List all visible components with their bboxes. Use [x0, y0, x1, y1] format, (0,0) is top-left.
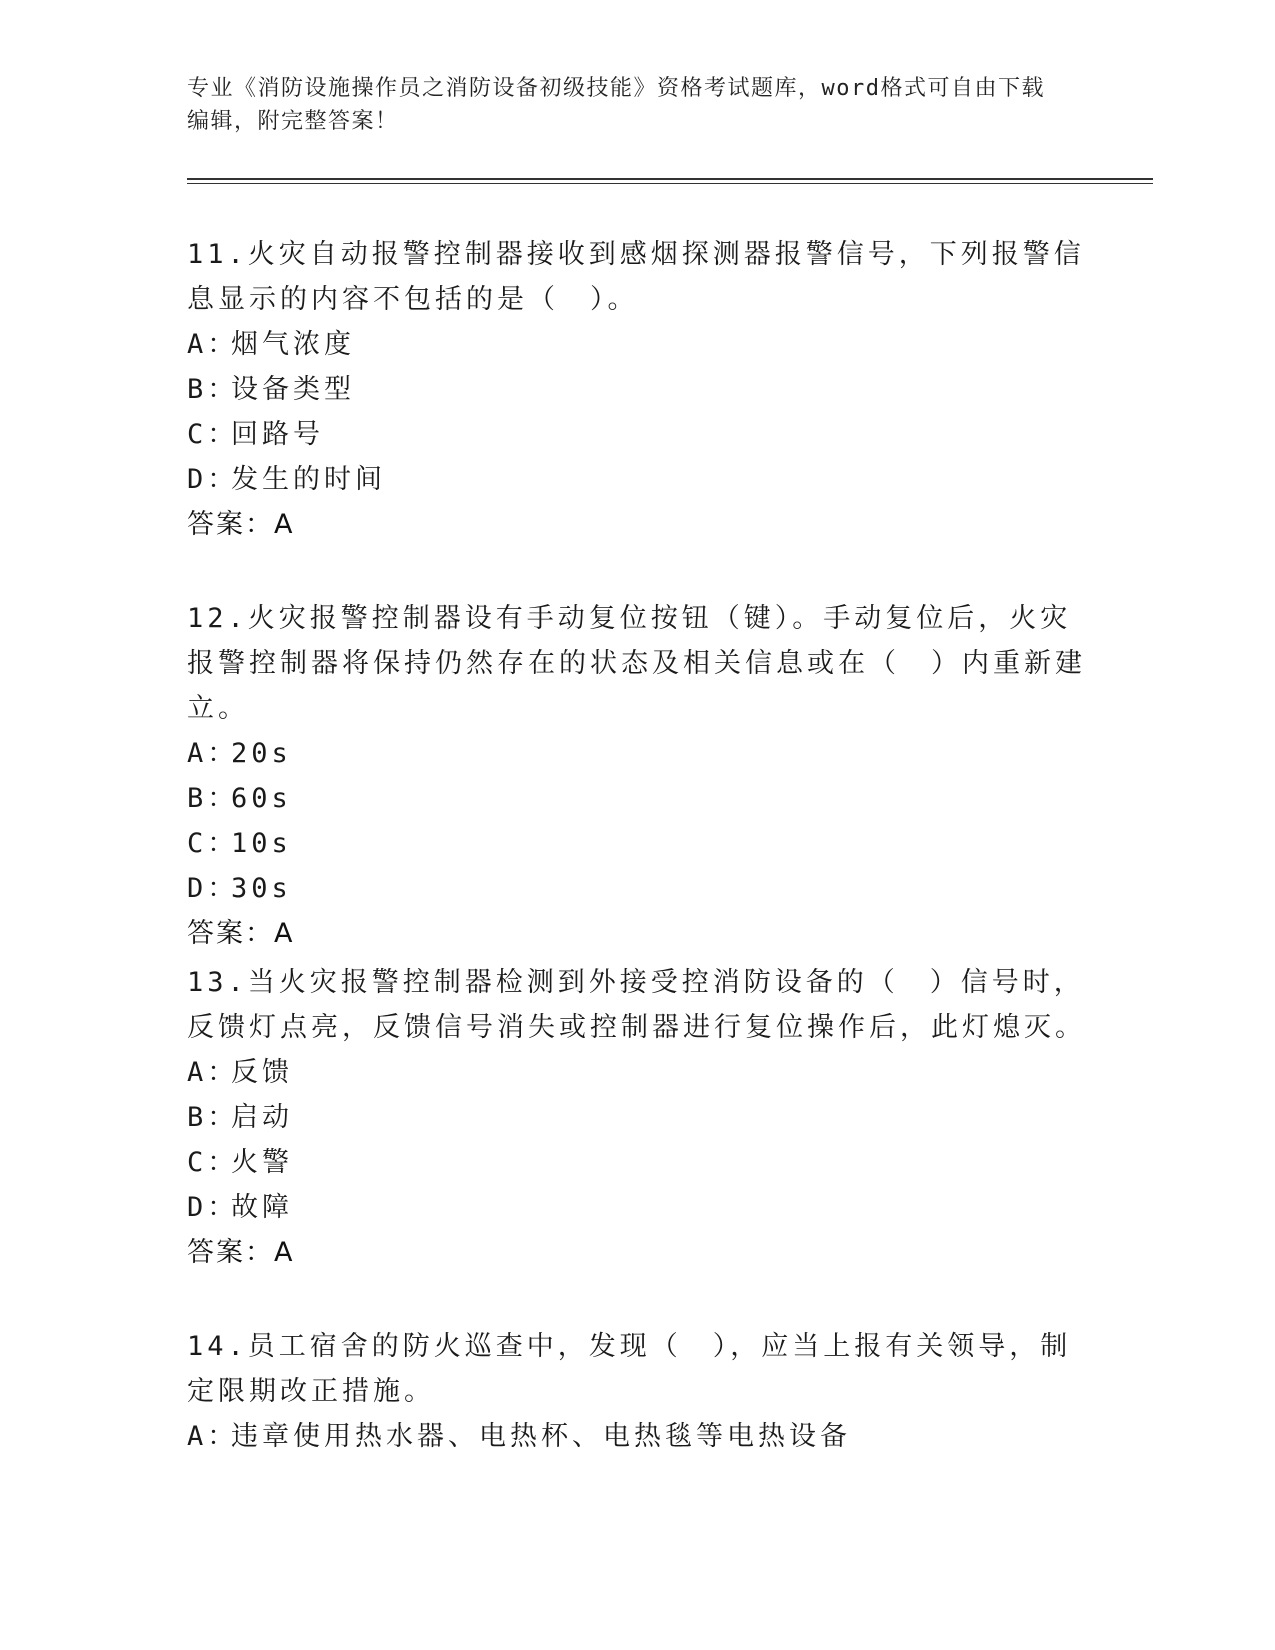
option-text: 60s — [231, 783, 292, 814]
option-text: 启动 — [231, 1102, 293, 1133]
option-key: D： — [187, 873, 239, 904]
option-text: 违章使用热水器、电热杯、电热毯等电热设备 — [231, 1421, 851, 1452]
option-c — [187, 821, 1087, 866]
option-key: B： — [187, 1102, 239, 1133]
option-text: 回路号 — [231, 419, 324, 450]
option-text: 烟气浓度 — [231, 329, 355, 360]
option-d — [187, 457, 1087, 502]
question-stem: 13.当火灾报警控制器检测到外接受控消防设备的（ ）信号时，反馈灯点亮，反馈信号消失或控制器进行复位操作后，此灯熄灭。 — [187, 967, 1086, 1043]
option-text: 10s — [231, 828, 292, 859]
option-text: 故障 — [231, 1192, 293, 1223]
option-key: C： — [187, 828, 239, 859]
option-key: B： — [187, 374, 239, 405]
option-c — [187, 412, 1087, 457]
option-d — [187, 866, 1087, 911]
option-key: D： — [187, 464, 239, 495]
option-a — [187, 1414, 1087, 1459]
option-key: C： — [187, 1147, 239, 1178]
question-11 — [187, 232, 1087, 547]
question-stem: 11.火灾自动报警控制器接收到感烟探测器报警信号，下列报警信息显示的内容不包括的是（ ）。 — [187, 239, 1085, 315]
header-divider-thin — [187, 183, 1153, 184]
option-a — [187, 731, 1087, 776]
option-b — [187, 776, 1087, 821]
option-text: 火警 — [231, 1147, 293, 1178]
option-key: C： — [187, 419, 239, 450]
answer: 答案：A — [187, 918, 295, 949]
option-a — [187, 322, 1087, 367]
option-key: B： — [187, 783, 239, 814]
option-key: A： — [187, 738, 239, 769]
option-text: 20s — [231, 738, 292, 769]
question-stem: 12.火灾报警控制器设有手动复位按钮（键）。手动复位后，火灾报警控制器将保持仍然存在的状态及相关信息或在（ ）内重新建立。 — [187, 603, 1086, 724]
answer: 答案：A — [187, 1237, 295, 1268]
option-key: A： — [187, 329, 239, 360]
option-d — [187, 1185, 1087, 1230]
option-text: 发生的时间 — [231, 464, 386, 495]
option-text: 反馈 — [231, 1057, 293, 1088]
question-13 — [187, 960, 1087, 1275]
option-key: D： — [187, 1192, 239, 1223]
option-b — [187, 367, 1087, 412]
option-a — [187, 1050, 1087, 1095]
question-stem: 14.员工宿舍的防火巡查中，发现（ ），应当上报有关领导，制定限期改正措施。 — [187, 1331, 1072, 1407]
question-12 — [187, 596, 1087, 956]
question-14 — [187, 1324, 1087, 1459]
document-header: 专业《消防设施操作员之消防设备初级技能》资格考试题库，word格式可自由下载编辑，附完整答案！ — [187, 76, 1045, 134]
header-divider-thick — [187, 178, 1153, 180]
answer: 答案：A — [187, 509, 295, 540]
option-text: 30s — [231, 873, 292, 904]
option-c — [187, 1140, 1087, 1185]
option-key: A： — [187, 1057, 239, 1088]
option-b — [187, 1095, 1087, 1140]
option-text: 设备类型 — [231, 374, 355, 405]
option-key: A： — [187, 1421, 239, 1452]
